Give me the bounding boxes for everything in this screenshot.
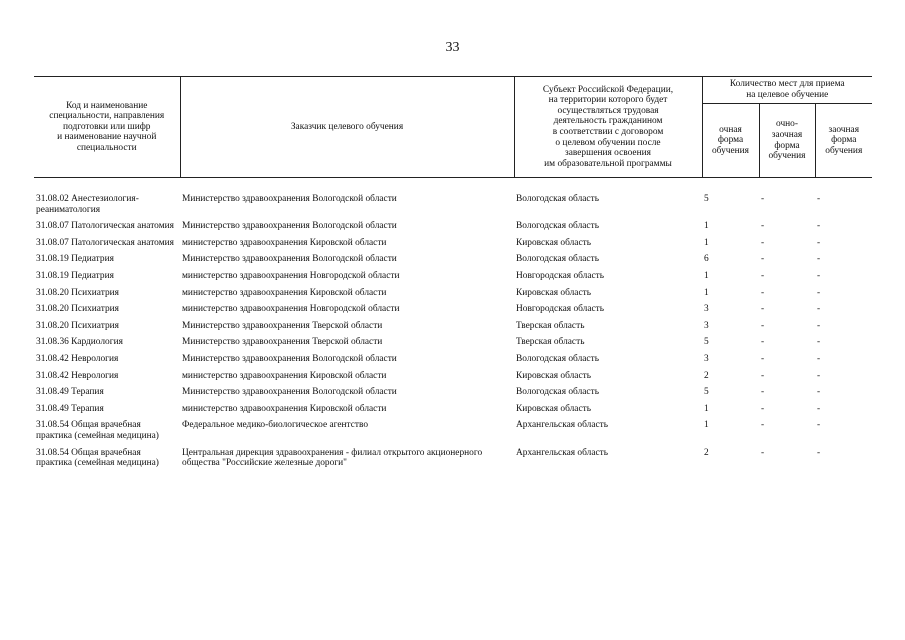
full-time-cell: 5 <box>704 387 709 398</box>
table-row <box>34 446 872 473</box>
code-cell: 31.08.19 Педиатрия <box>36 254 114 265</box>
customer-cell: Федеральное медико-биологическое агентство <box>182 420 369 431</box>
header-line: обучения <box>711 145 749 156</box>
correspondence-cell: - <box>817 270 821 281</box>
code-cell: 31.08.54 Общая врачебная практика (семейная медицина) <box>36 420 159 441</box>
page-number: 33 <box>445 40 460 55</box>
header-line: деятельность гражданином <box>553 116 663 127</box>
table-row <box>34 418 872 445</box>
code-cell: 31.08.54 Общая врачебная практика (семейная медицина) <box>36 447 159 469</box>
code-cell: 31.08.36 Кардиология <box>36 337 123 348</box>
full-time-cell: 5 <box>704 194 709 204</box>
header-line: заочная <box>828 124 860 135</box>
table-row <box>34 369 872 386</box>
table-row <box>34 236 872 253</box>
full-time-cell: 3 <box>704 320 709 331</box>
full-time-cell: 2 <box>704 370 709 381</box>
full-time-cell: 1 <box>704 420 709 431</box>
code-cell: 31.08.42 Неврология <box>36 353 119 364</box>
subject-cell: Вологодская область <box>516 221 599 232</box>
customer-cell: министерство здравоохранения Кировской области <box>182 403 387 414</box>
table-row <box>34 192 872 219</box>
header-line: завершения освоения <box>565 148 651 159</box>
full-time-cell: 1 <box>704 270 709 281</box>
full-time-cell: 1 <box>704 221 709 232</box>
code-cell: 31.08.02 Анестезиология-реаниматология <box>36 194 139 215</box>
header-line: обучения <box>768 151 806 162</box>
subject-cell: Новгородская область <box>516 304 605 315</box>
part-time-cell: - <box>761 270 765 281</box>
code-cell: 31.08.20 Психиатрия <box>36 320 119 331</box>
customer-cell: Министерство здравоохранения Вологодской области <box>182 221 397 232</box>
full-time-cell: 1 <box>704 287 709 298</box>
header-code <box>34 77 180 178</box>
header-line: обучения <box>825 145 863 156</box>
part-time-cell: - <box>761 420 765 431</box>
code-cell: 31.08.07 Патологическая анатомия <box>36 221 174 232</box>
subject-cell: Архангельская область <box>516 447 609 458</box>
table-row <box>34 335 872 352</box>
correspondence-cell: - <box>817 420 821 431</box>
code-cell: 31.08.07 Патологическая анатомия <box>36 237 174 248</box>
header-line: Субъект Российской Федерации, <box>542 84 674 95</box>
header-line: им образовательной программы <box>544 158 672 169</box>
correspondence-cell: - <box>817 221 821 232</box>
subject-cell: Вологодская область <box>516 194 599 204</box>
code-cell: 31.08.42 Неврология <box>36 370 119 381</box>
correspondence-cell: - <box>817 194 821 204</box>
header-line: очная <box>719 124 742 135</box>
table-row <box>34 302 872 319</box>
part-time-cell: - <box>761 387 765 398</box>
correspondence-cell: - <box>817 254 821 265</box>
header-line: Код и наименование <box>66 100 148 111</box>
customer-cell: министерство здравоохранения Кировской области <box>182 237 387 248</box>
subject-cell: Вологодская область <box>516 254 599 265</box>
part-time-cell: - <box>761 320 765 331</box>
table-row <box>34 352 872 369</box>
customer-cell: Министерство здравоохранения Вологодской области <box>182 194 397 204</box>
header-line: Количество мест для приема <box>729 79 845 90</box>
correspondence-cell: - <box>817 403 821 414</box>
full-time-cell: 5 <box>704 337 709 348</box>
full-time-cell: 3 <box>704 304 709 315</box>
part-time-cell: - <box>761 337 765 348</box>
subject-cell: Кировская область <box>516 403 592 414</box>
admission-table <box>34 76 872 473</box>
table-row <box>34 219 872 236</box>
customer-cell: Министерство здравоохранения Вологодской области <box>182 353 397 364</box>
subject-cell: Новгородская область <box>516 270 605 281</box>
header-line: форма <box>774 140 800 151</box>
subject-cell: Кировская область <box>516 370 592 381</box>
header-customer: Заказчик целевого обучения <box>180 77 514 178</box>
correspondence-cell: - <box>817 237 821 248</box>
table-row <box>34 252 872 269</box>
part-time-cell: - <box>761 221 765 232</box>
header-line: специальности, направления <box>49 111 165 122</box>
header-line: специальности <box>76 142 137 153</box>
part-time-cell: - <box>761 370 765 381</box>
correspondence-cell: - <box>817 370 821 381</box>
code-cell: 31.08.49 Терапия <box>36 387 104 398</box>
header-subject <box>514 77 702 178</box>
part-time-cell: - <box>761 254 765 265</box>
table-row <box>34 269 872 286</box>
customer-cell: министерство здравоохранения Новгородской области <box>182 270 400 281</box>
part-time-cell: - <box>761 194 765 204</box>
correspondence-cell: - <box>817 447 821 458</box>
subject-cell: Тверская область <box>516 337 585 348</box>
part-time-cell: - <box>761 403 765 414</box>
table-row <box>34 402 872 419</box>
header-full-time <box>702 104 759 178</box>
header-line: очно- <box>776 119 798 130</box>
part-time-cell: - <box>761 304 765 315</box>
customer-cell: министерство здравоохранения Кировской области <box>182 287 387 298</box>
table-row <box>34 319 872 336</box>
part-time-cell: - <box>761 447 765 458</box>
correspondence-cell: - <box>817 337 821 348</box>
code-cell: 31.08.20 Психиатрия <box>36 287 119 298</box>
header-line: осуществляться трудовая <box>557 105 659 116</box>
customer-cell: Министерство здравоохранения Вологодской области <box>182 254 397 265</box>
part-time-cell: - <box>761 237 765 248</box>
header-line: и наименование научной <box>57 132 157 143</box>
subject-cell: Кировская область <box>516 287 592 298</box>
full-time-cell: 1 <box>704 237 709 248</box>
subject-cell: Архангельская область <box>516 420 609 431</box>
full-time-cell: 3 <box>704 353 709 364</box>
header-line: на целевое обучение <box>746 90 829 100</box>
table-row <box>34 286 872 303</box>
header-correspondence <box>815 104 872 178</box>
header-line: форма <box>831 135 857 146</box>
header-line: о целевом обучении после <box>555 137 661 148</box>
subject-cell: Тверская область <box>516 320 585 331</box>
header-line: подготовки или шифр <box>63 121 151 132</box>
correspondence-cell: - <box>817 353 821 364</box>
header-line: в соответствии с договором <box>552 127 664 137</box>
customer-cell: министерство здравоохранения Кировской области <box>182 370 387 381</box>
correspondence-cell: - <box>817 287 821 298</box>
correspondence-cell: - <box>817 320 821 331</box>
code-cell: 31.08.20 Психиатрия <box>36 304 119 315</box>
subject-cell: Вологодская область <box>516 387 599 398</box>
header-line: заочная <box>771 129 803 140</box>
header-places <box>702 77 872 104</box>
customer-cell: Министерство здравоохранения Тверской области <box>182 337 383 348</box>
correspondence-cell: - <box>817 304 821 315</box>
table-row <box>34 385 872 402</box>
correspondence-cell: - <box>817 387 821 398</box>
full-time-cell: 2 <box>704 447 709 458</box>
customer-cell: Центральная дирекция здравоохранения - филиал открытого акционерного общества "Российские железные дороги" <box>182 447 483 469</box>
customer-cell: министерство здравоохранения Новгородской области <box>182 304 400 315</box>
subject-cell: Кировская область <box>516 237 592 248</box>
header-line: форма <box>717 135 744 146</box>
customer-cell: Министерство здравоохранения Вологодской области <box>182 387 397 398</box>
part-time-cell: - <box>761 353 765 364</box>
customer-cell: Министерство здравоохранения Тверской области <box>182 320 383 331</box>
header-part-time <box>759 104 815 178</box>
full-time-cell: 1 <box>704 403 709 414</box>
code-cell: 31.08.19 Педиатрия <box>36 270 114 281</box>
code-cell: 31.08.49 Терапия <box>36 403 104 414</box>
header-line: на территории которого будет <box>548 95 668 106</box>
part-time-cell: - <box>761 287 765 298</box>
subject-cell: Вологодская область <box>516 353 599 364</box>
full-time-cell: 6 <box>704 254 709 265</box>
